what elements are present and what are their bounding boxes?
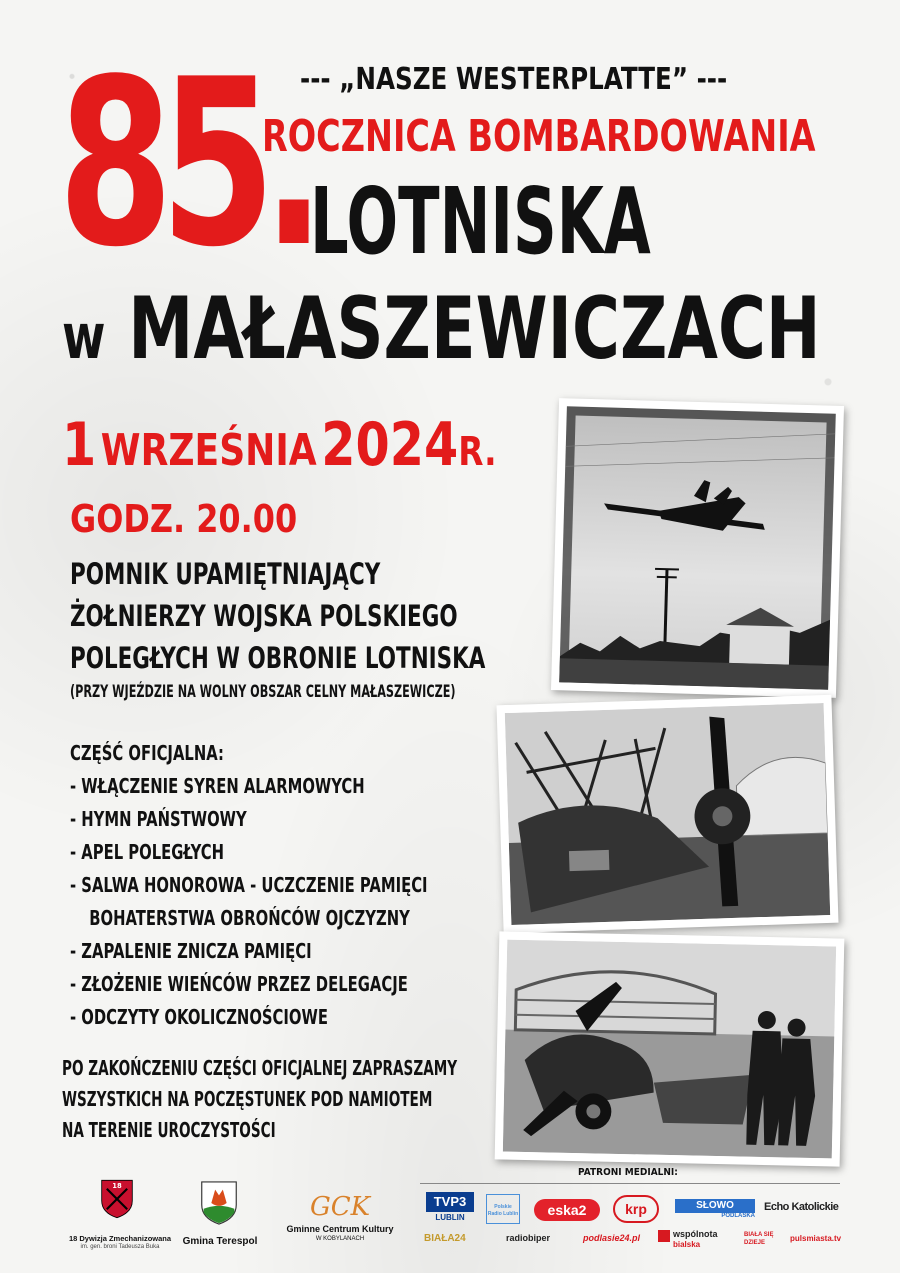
photo-plane-wreck [497, 695, 839, 933]
program-item: - ZAPALENIE ZNICZA PAMIĘCI [70, 939, 312, 963]
photo-soldiers-wreck [495, 931, 845, 1166]
pulsmiasta-logo: pulsmiasta.tv [790, 1234, 842, 1243]
subtitle-quote: --- „NASZE WESTERPLATTE” --- [300, 62, 728, 97]
gmina-crest-icon [199, 1180, 239, 1226]
slowo-sublabel: PODLASKA [721, 1213, 755, 1219]
gck-name: Gminne Centrum Kultury [286, 1224, 394, 1234]
svg-text:18: 18 [112, 1181, 122, 1190]
program-item: - SALWA HONOROWA - UCZCZENIE PAMIĘCI [70, 873, 428, 897]
title-red-line: ROCZNICA BOMBARDOWANIA [262, 111, 816, 162]
place-line: ŻOŁNIERZY WOJSKA POLSKIEGO [70, 599, 458, 633]
echo-katolickie-logo: Echo Katolickie [764, 1201, 839, 1213]
division-patron: im. gen. broni Tadeusza Buka [80, 1244, 160, 1250]
biala-sie-dzieje-logo: BIAŁA SIĘ DZIEJE [744, 1232, 774, 1246]
event-time: GODZ. 20.00 [70, 497, 298, 541]
program-list [70, 737, 514, 1034]
location-prefix: w [62, 300, 106, 373]
title-location [62, 279, 822, 379]
gck-mark: GCK [309, 1192, 371, 1222]
division-shield-icon [100, 1178, 134, 1220]
patrons-label: PATRONI MEDIALNI: [578, 1167, 678, 1178]
wreck-photo-image [505, 703, 831, 925]
anniversary-number: 85. [58, 31, 313, 298]
slowo-podlaskie-logo: SŁOWO [675, 1199, 755, 1213]
gck-logo [275, 1192, 405, 1247]
place-line: POLEGŁYCH W OBRONIE LOTNISKA [70, 641, 486, 675]
title-black-line: LOTNISKA [310, 168, 651, 275]
photo-plane-flying [551, 398, 844, 698]
radio-lublin-logo: Polskie Radio Lublin [486, 1194, 520, 1224]
wspolnota-sublabel: bialska [673, 1240, 701, 1249]
gmina-name: Gmina Terespol [182, 1236, 258, 1247]
biala24-logo: BIAŁA24 [424, 1233, 466, 1244]
program-item: - ZŁOŻENIE WIEŃCÓW PRZEZ DELEGACJE [70, 972, 408, 996]
podlasie24-logo: podlasie24.pl [583, 1233, 641, 1243]
closing-text [62, 1053, 484, 1146]
gck-place: W KOBYLANACH [315, 1236, 365, 1242]
gmina-logo [175, 1180, 265, 1250]
closing-line: WSZYSTKICH NA POCZĘSTUNEK POD NAMIOTEM [62, 1087, 433, 1111]
place-line: POMNIK UPAMIĘTNIAJĄCY [70, 557, 381, 591]
date-day: 1 [62, 410, 97, 480]
wspolnota-logo: wspólnota [673, 1229, 718, 1239]
date-month: WRZEŚNIA [100, 425, 317, 476]
plane-photo-image [559, 406, 836, 689]
tvp3-sublabel: LUBLIN [435, 1213, 465, 1222]
closing-line: PO ZAKOŃCZENIU CZĘŚCI OFICJALNEJ ZAPRASZAMY [62, 1056, 458, 1080]
place-note: (PRZY WJEŹDZIE NA WOLNY OBSZAR CELNY MAŁASZEWICZE) [70, 682, 456, 702]
program-item: - ODCZYTY OKOLICZNOŚCIOWE [70, 1005, 328, 1029]
date-suffix: R. [458, 429, 497, 475]
closing-line: NA TERENIE UROCZYSTOŚCI [62, 1118, 276, 1142]
event-date [62, 410, 636, 480]
program-item: - HYMN PAŃSTWOWY [70, 807, 247, 831]
division-name: 18 Dywizja Zmechanizowana [68, 1234, 172, 1243]
program-heading: CZĘŚĆ OFICJALNA: [70, 741, 224, 765]
tvp3-logo: TVP3 [426, 1192, 474, 1212]
program-item: - APEL POLEGŁYCH [70, 840, 225, 864]
eska2-logo: eska2 [534, 1199, 600, 1221]
program-item: - WŁĄCZENIE SYREN ALARMOWYCH [70, 774, 365, 798]
wspolnota-mark [658, 1230, 670, 1242]
location-name: MAŁASZEWICZACH [128, 279, 821, 379]
radiobiper-logo: radiobiper [506, 1233, 551, 1243]
krp-logo: krp [613, 1195, 659, 1223]
event-place [70, 553, 544, 679]
patrons-divider [420, 1183, 840, 1184]
division-logo [60, 1178, 180, 1258]
program-item-continuation: BOHATERSTWA OBROŃCÓW OJCZYZNY [89, 906, 410, 930]
date-year: 2024 [321, 410, 459, 480]
soldiers-photo-image [503, 940, 836, 1159]
